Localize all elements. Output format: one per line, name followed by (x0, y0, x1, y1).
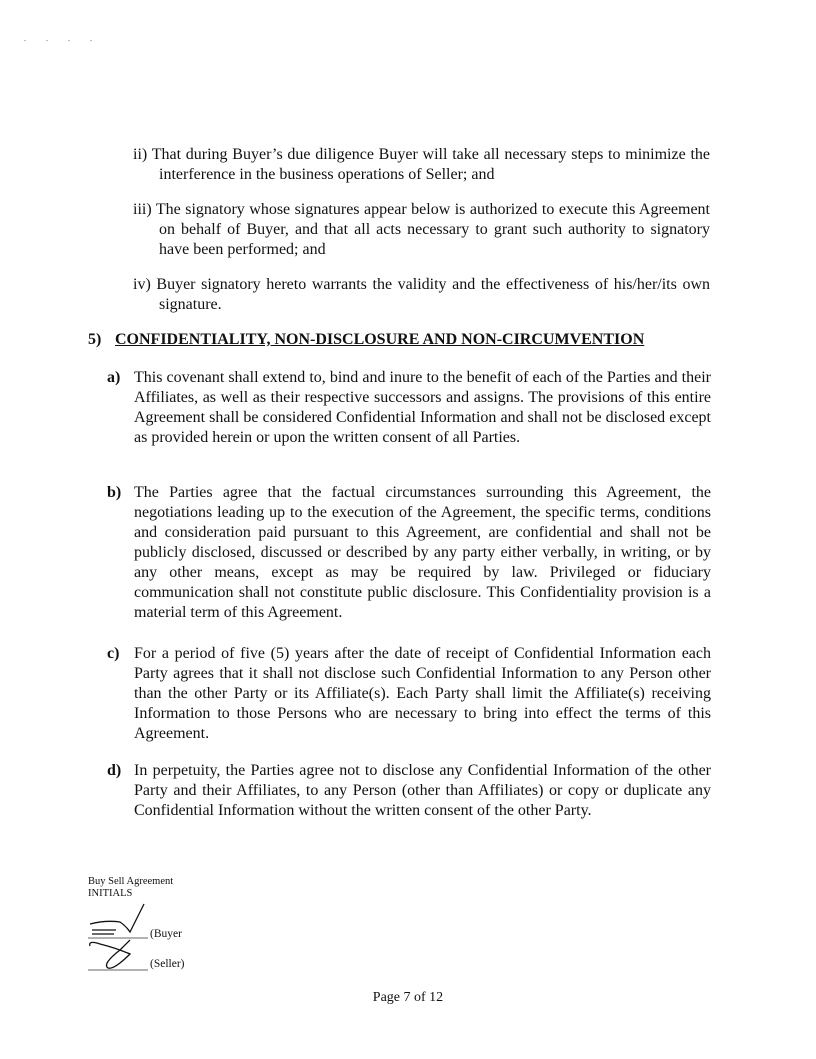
clause-label: d) (107, 762, 122, 779)
clause-label: iii) (133, 201, 152, 218)
clause-text: That during Buyer’s due diligence Buyer will take all necessary steps to minimize the interference in the business operations of Seller; and (151, 146, 710, 183)
clause-c (107, 644, 711, 744)
clause-label: a) (107, 369, 121, 386)
clause-text: Buyer signatory hereto warrants the validity and the effectiveness of his/her/its own signature. (156, 276, 711, 313)
scan-artifact-dots: . . . . (24, 34, 101, 43)
clause-a (107, 368, 711, 448)
clause-text: In perpetuity, the Parties agree not to disclose any Confidential Information of the other Party and their Affiliates, to any Person (other than Affiliates) or copy or duplicate any Confidential Information without the written consent of the other Party. (134, 762, 711, 819)
clause-text: The signatory whose signatures appear below is authorized to execute this Agreement on behalf of Buyer, and that all acts necessary to grant such authority to signatory have been performed; and (155, 201, 710, 258)
clause-label: b) (107, 484, 122, 501)
clause-label: ii) (133, 146, 148, 163)
footer-initials-label: INITIALS (88, 888, 133, 899)
page-number: Page 7 of 12 (372, 990, 444, 1005)
buyer-initials-signature (86, 900, 156, 972)
clause-label: c) (107, 645, 120, 662)
footer-doc-name: Buy Sell Agreement (88, 876, 174, 887)
clause-b (107, 483, 711, 623)
clause-ii (133, 145, 710, 185)
clause-iii (133, 200, 710, 260)
section-title: CONFIDENTIALITY, NON-DISCLOSURE AND NON-CIRCUMVENTION (115, 331, 645, 348)
clause-text: For a period of five (5) years after the date of receipt of Confidential Information each Party agrees that it shall not disclose such Confidential Information to any Person other than the other Party or its Affiliate(s). Each Party shall limit the Affiliate(s) receiving Information to those Persons who are necessary to bring into effect the terms of this Agreement. (134, 645, 711, 742)
buyer-initials-label: (Buyer (150, 928, 182, 940)
section-heading (88, 331, 644, 349)
seller-initials-label: (Seller) (150, 958, 185, 970)
clause-d (107, 761, 711, 821)
clause-label: iv) (133, 276, 151, 293)
section-number: 5) (88, 331, 102, 348)
clause-iv (133, 275, 710, 315)
clause-text: This covenant shall extend to, bind and inure to the benefit of each of the Parties and their Affiliates, as well as their respective successors and assigns. The provisions of this entire Agreement shall be considered Confidential Information and shall not be disclosed except as provided herein or upon the written consent of all Parties. (134, 369, 711, 446)
clause-text: The Parties agree that the factual circumstances surrounding this Agreement, the negotiations leading up to the execution of the Agreement, the specific terms, conditions and consideration paid pursuant to this Agreement, are confidential and shall not be publicly disclosed, discussed or described by any party either verbally, in writing, or by any other means, except as may be required by law. Privileged or fiduciary communication shall not constitute public disclosure. This Confidentiality provision is a material term of this Agreement. (134, 484, 711, 621)
